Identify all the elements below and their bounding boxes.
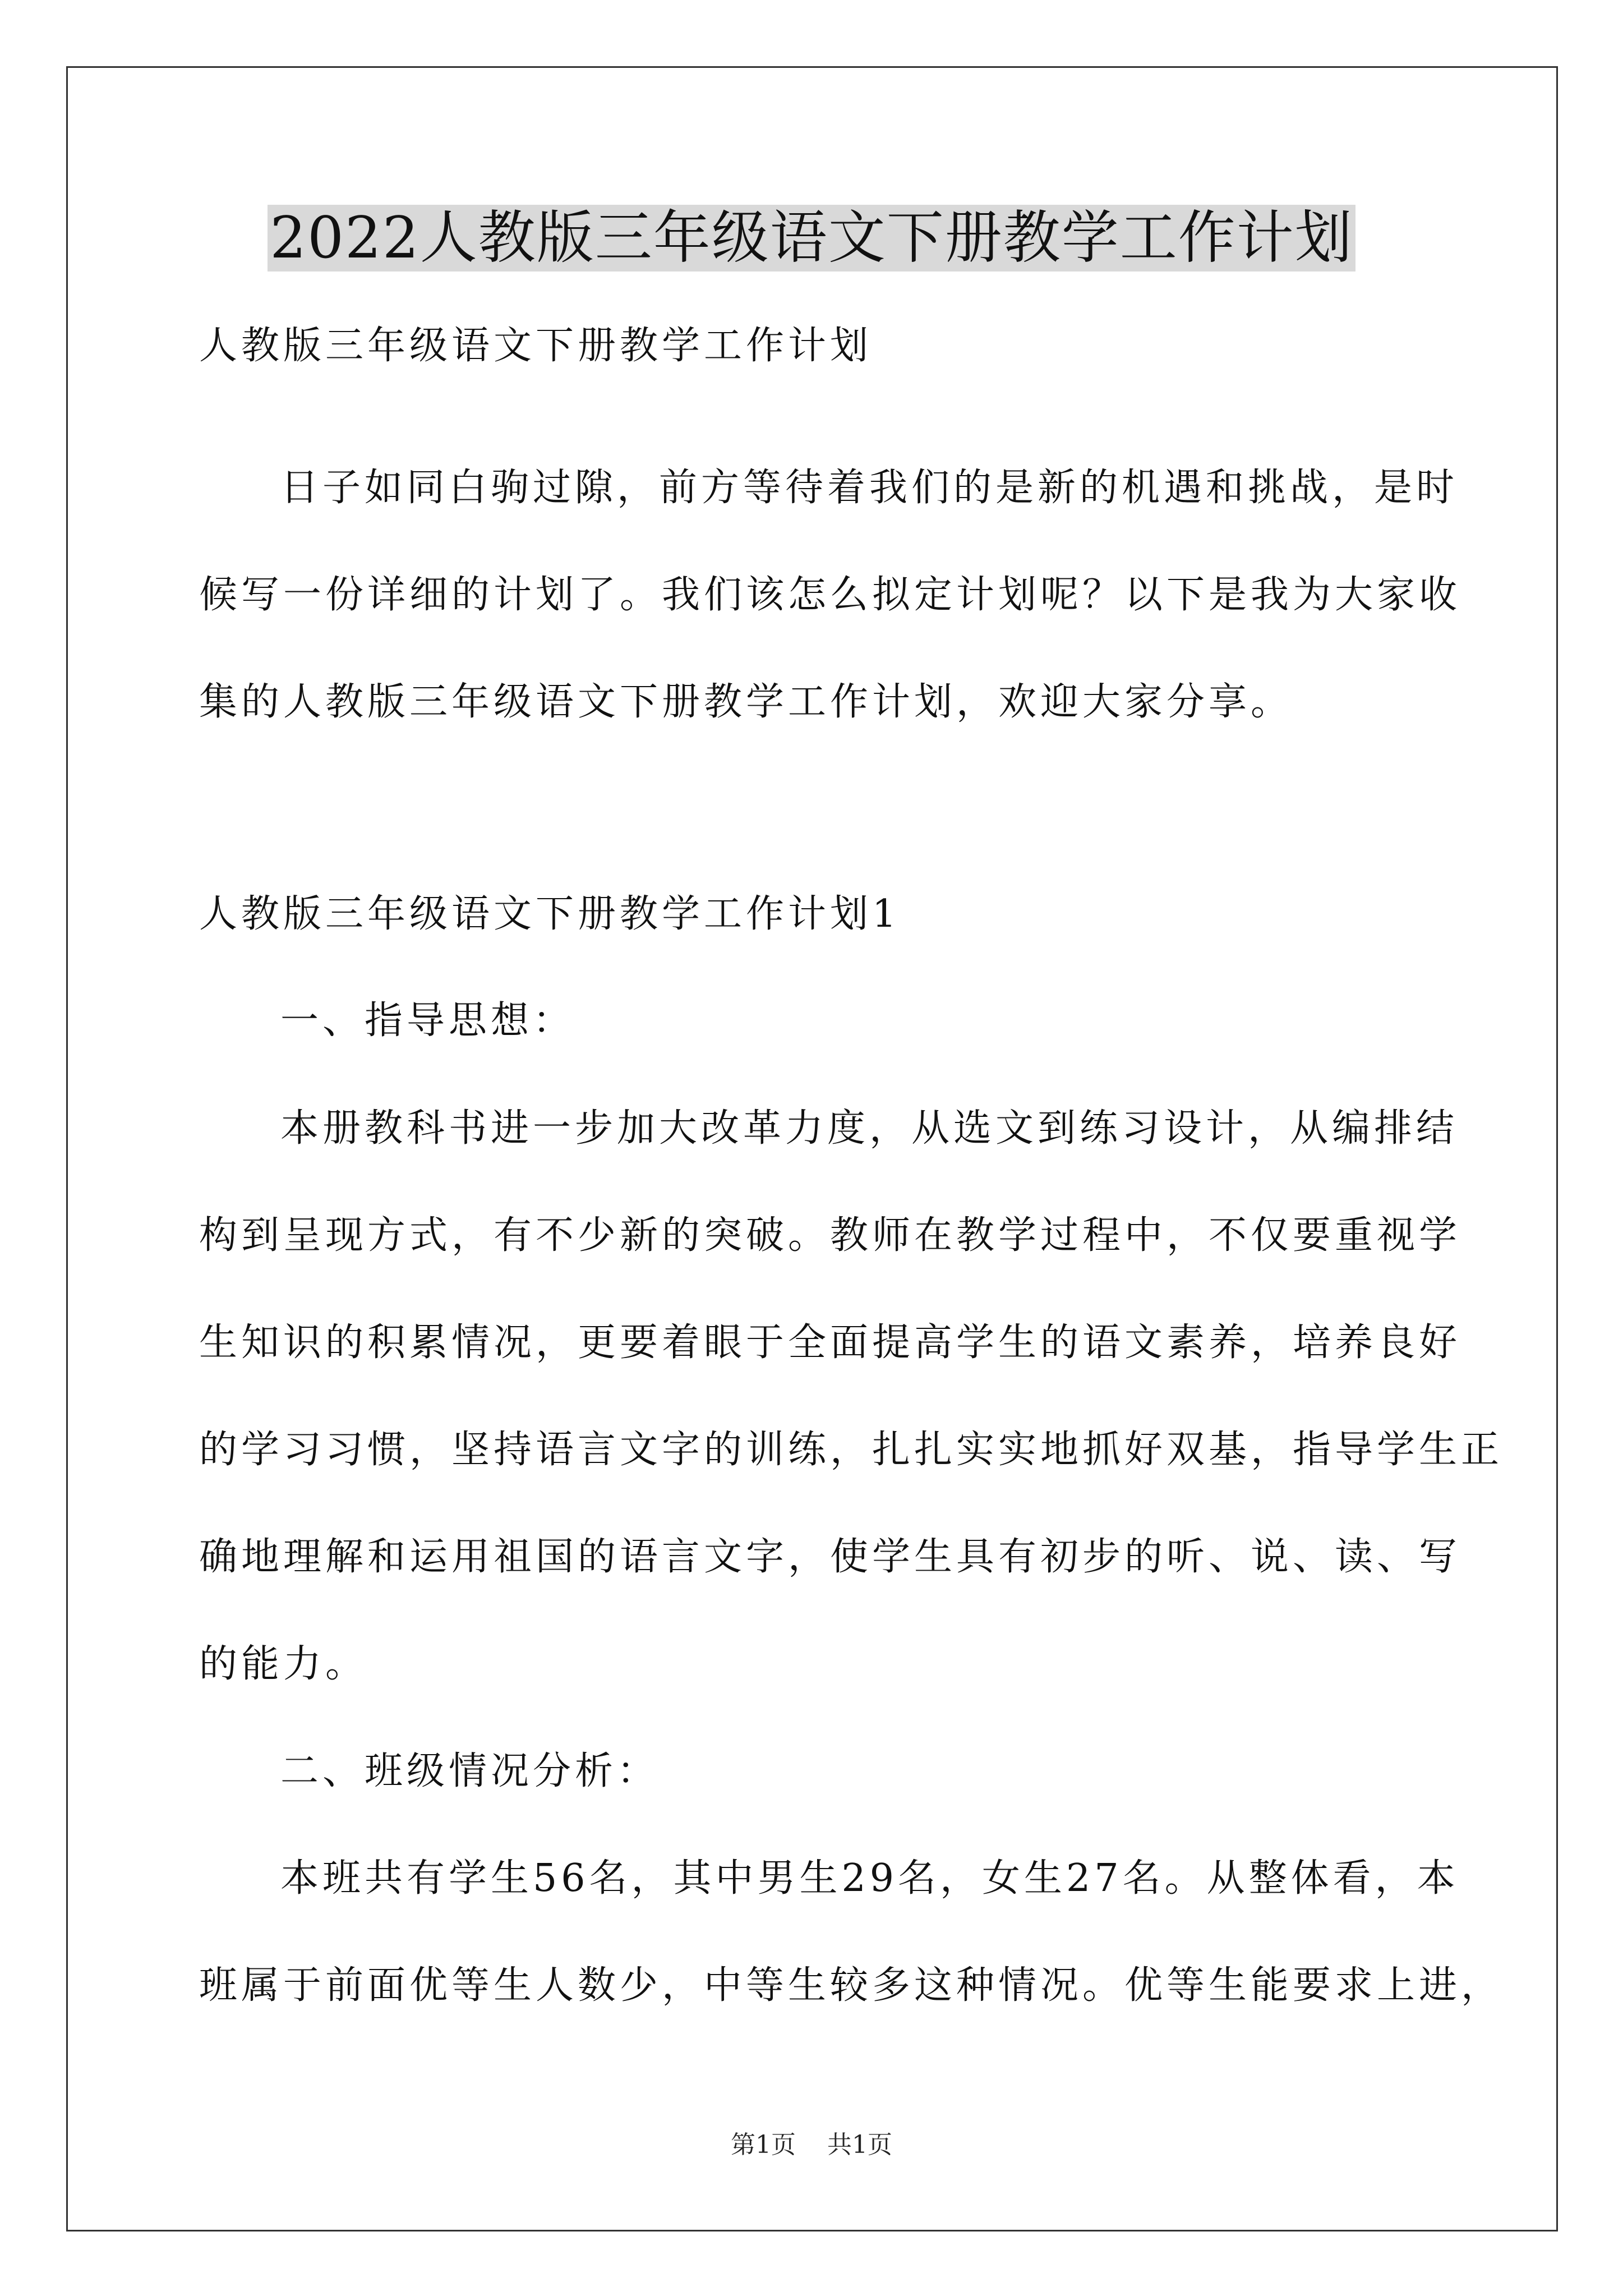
intro-line-2: 候写一份详细的计划了。我们该怎么拟定计划呢？以下是我为大家收 — [199, 573, 1461, 617]
heading-guiding-ideology: 一、指导思想： — [280, 999, 575, 1043]
page-footer — [0, 2128, 1623, 2162]
section-title: 人教版三年级语文下册教学工作计划1 — [199, 892, 901, 936]
para-2-line-2: 班属于前面优等生人数少，中等生较多这种情况。优等生能要求上进， — [199, 1963, 1504, 2008]
para-1-line-2: 构到呈现方式，有不少新的突破。教师在教学过程中，不仅要重视学 — [199, 1213, 1461, 1258]
para-1-line-3: 生知识的积累情况，更要着眼于全面提高学生的语文素养，培养良好 — [199, 1320, 1461, 1365]
para-2-line-1: 本班共有学生56名，其中男生29名，女生27名。从整体看，本 — [280, 1856, 1459, 1901]
para-1-line-4: 的学习习惯，坚持语言文字的训练，扎扎实实地抓好双基，指导学生正 — [199, 1428, 1504, 1472]
para-1-line-6: 的能力。 — [199, 1642, 368, 1686]
intro-line-3: 集的人教版三年级语文下册教学工作计划，欢迎大家分享。 — [199, 680, 1293, 724]
intro-line-1: 日子如同白驹过隙，前方等待着我们的是新的机遇和挑战，是时 — [280, 466, 1459, 510]
para-1-line-1: 本册教科书进一步加大改革力度，从选文到练习设计，从编排结 — [280, 1106, 1459, 1151]
document-title — [0, 199, 1623, 278]
heading-class-analysis: 二、班级情况分析： — [280, 1749, 660, 1793]
page-total: 共1页 — [827, 2131, 892, 2159]
para-1-line-5: 确地理解和运用祖国的语言文字，使学生具有初步的听、说、读、写 — [199, 1535, 1461, 1579]
subtitle: 人教版三年级语文下册教学工作计划 — [199, 324, 873, 368]
page-number: 第1页 — [731, 2131, 796, 2159]
document-title-text: 2022人教版三年级语文下册教学工作计划 — [268, 205, 1355, 272]
